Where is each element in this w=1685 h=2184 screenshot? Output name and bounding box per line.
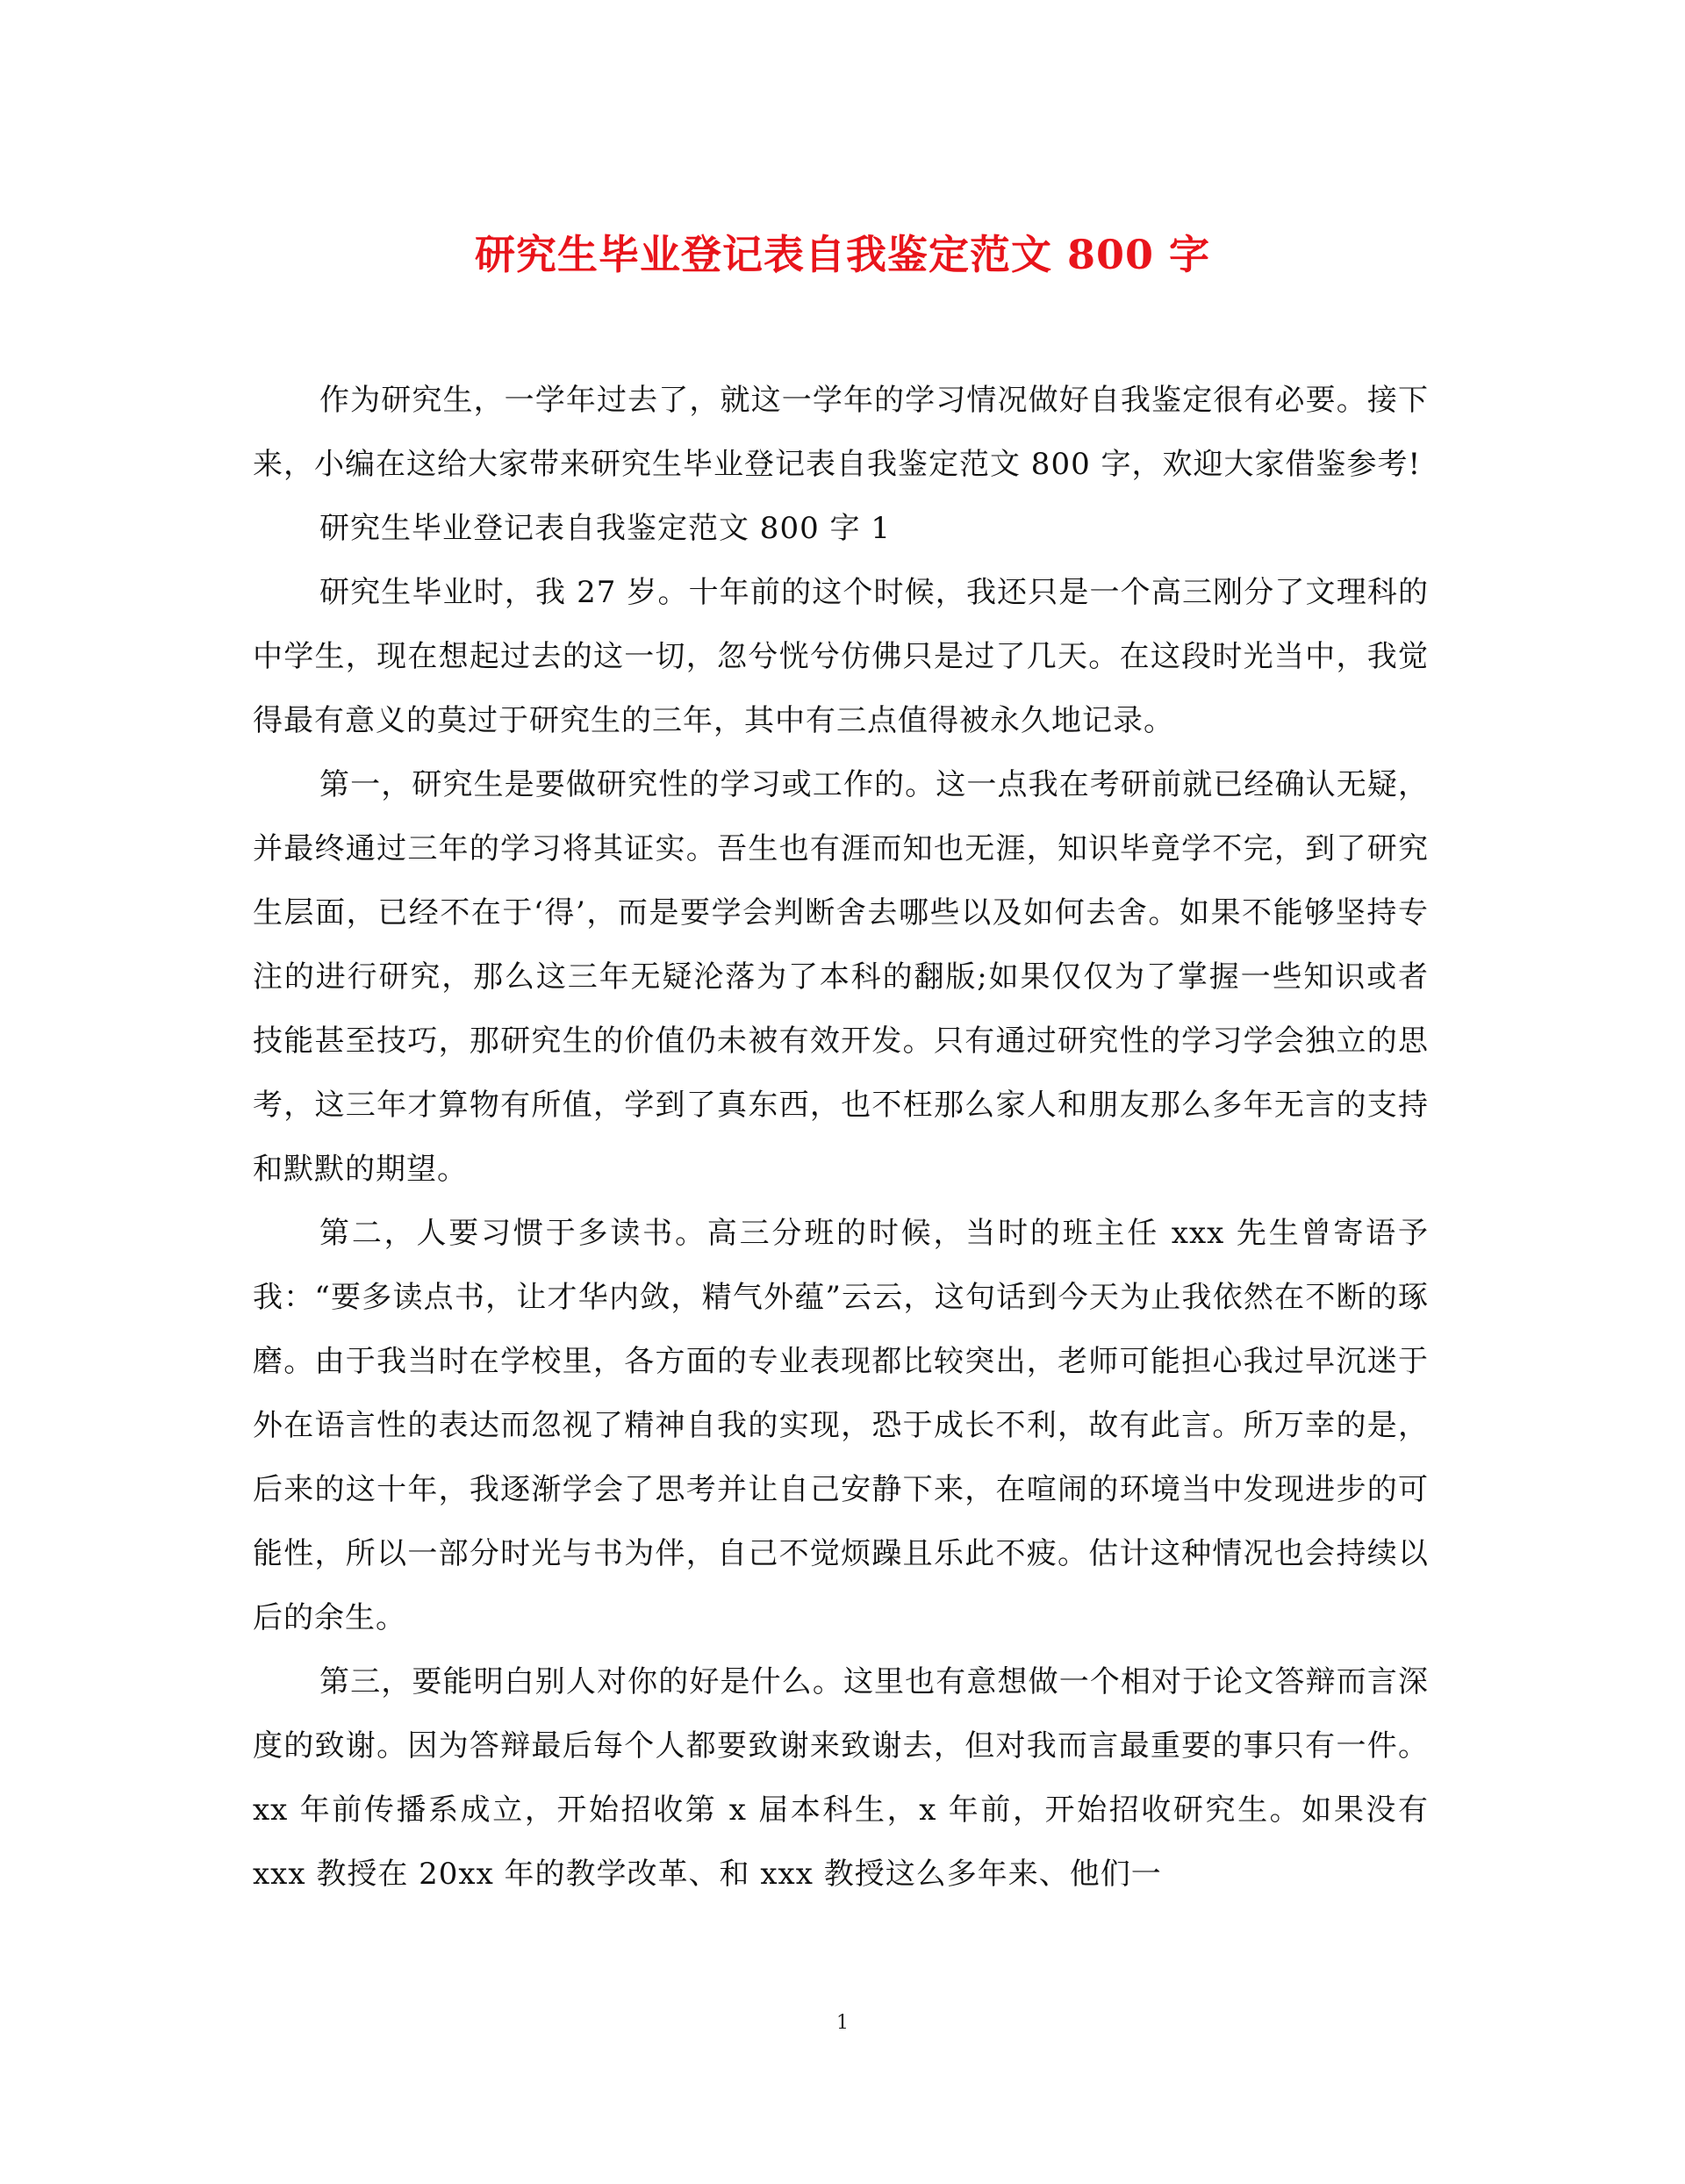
paragraph-third-point: 第三，要能明白别人对你的好是什么。这里也有意想做一个相对于论文答辩而言深度的致谢。因为答辩最后每个人都要致谢来致谢去，但对我而言最重要的事只有一件。xx 年前传播系成立，开始招收第 x 届本科生，x 年前，开始招收研究生。如果没有 xxx 教授在 20xx 年的教学改革、和 xxx 教授这么多年来、他们一 [253, 1664, 1429, 1892]
paragraph-graduation: 研究生毕业时，我 27 岁。十年前的这个时候，我还只是一个高三刚分了文理科的中学生，现在想起过去的这一切，忽兮恍兮仿佛只是过了几天。在这段时光当中，我觉得最有意义的莫过于研究生的三年，其中有三点值得被永久地记录。 [253, 575, 1429, 738]
document-body [253, 369, 1429, 1907]
page-number: 1 [836, 2012, 849, 2034]
paragraph-subheading: 研究生毕业登记表自我鉴定范文 800 字 1 [319, 511, 891, 546]
paragraph-intro: 作为研究生，一学年过去了，就这一学年的学习情况做好自我鉴定很有必要。接下来，小编在这给大家带来研究生毕业登记表自我鉴定范文 800 字，欢迎大家借鉴参考! [253, 383, 1429, 482]
document-title: 研究生毕业登记表自我鉴定范文 800 字 [474, 231, 1211, 278]
paragraph-first-point: 第一，研究生是要做研究性的学习或工作的。这一点我在考研前就已经确认无疑，并最终通过三年的学习将其证实。吾生也有涯而知也无涯，知识毕竟学不完，到了研究生层面，已经不在于‘得’，而是要学会判断舍去哪些以及如何去舍。如果不能够坚持专注的进行研究，那么这三年无疑沦落为了本科的翻版;如果仅仅为了掌握一些知识或者技能甚至技巧，那研究生的价值仍未被有效开发。只有通过研究性的学习学会独立的思考，这三年才算物有所值，学到了真东西，也不枉那么家人和朋友那么多年无言的支持和默默的期望。 [253, 767, 1429, 1187]
paragraph-second-point: 第二，人要习惯于多读书。高三分班的时候，当时的班主任 xxx 先生曾寄语予我：“要多读点书，让才华内敛，精气外蕴”云云，这句话到今天为止我依然在不断的琢磨。由于我当时在学校里，各方面的专业表现都比较突出，老师可能担心我过早沉迷于外在语言性的表达而忽视了精神自我的实现，恐于成长不利，故有此言。所万幸的是，后来的这十年，我逐渐学会了思考并让自己安静下来，在喧闹的环境当中发现进步的可能性，所以一部分时光与书为伴，自己不觉烦躁且乐此不疲。估计这种情况也会持续以后的余生。 [253, 1216, 1429, 1635]
